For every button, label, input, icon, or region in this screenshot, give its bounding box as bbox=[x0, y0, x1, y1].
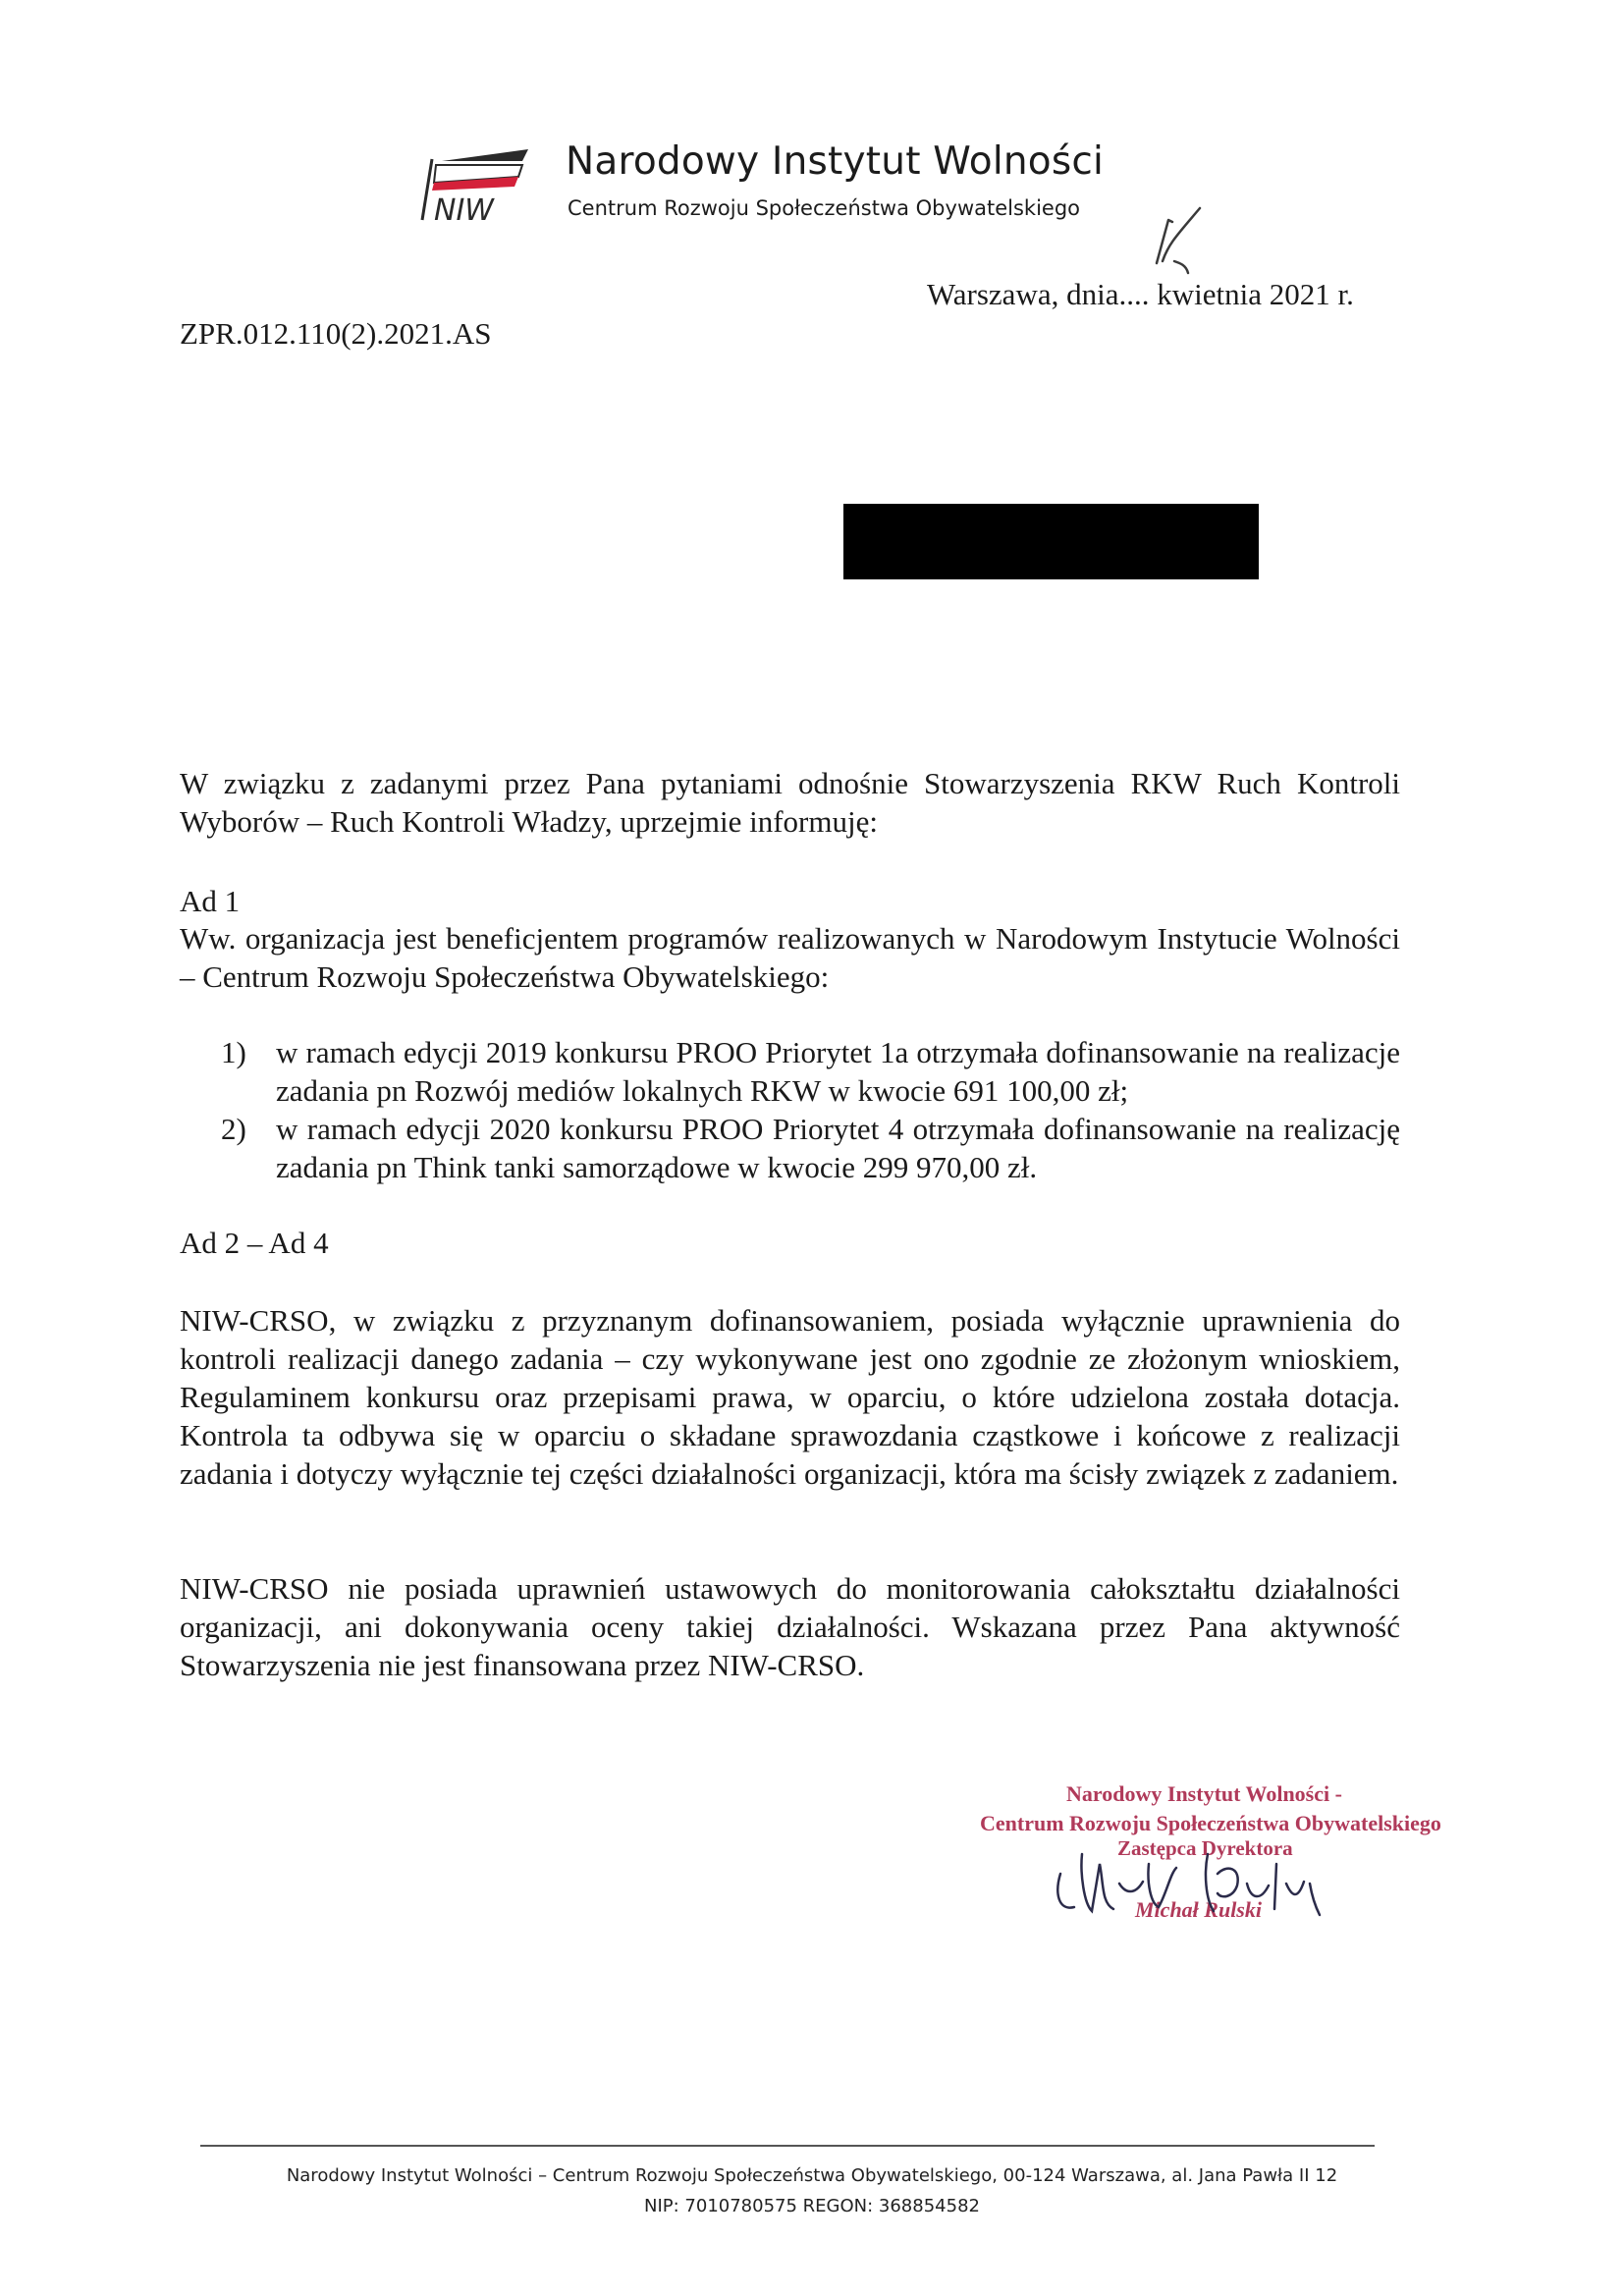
list-number: 1) bbox=[221, 1035, 246, 1069]
handwritten-signature bbox=[1041, 1834, 1335, 1923]
footer-tax-ids: NIP: 7010780575 REGON: 368854582 bbox=[644, 2196, 980, 2216]
stamp-name: Michał Rulski bbox=[1135, 1897, 1262, 1922]
reference-number: ZPR.012.110(2).2021.AS bbox=[180, 316, 492, 351]
monitor-paragraph: NIW-CRSO nie posiada uprawnień ustawowych do monitorowania całokształtu działalności organizacji, ani dokonywania oceny takiej działalności. Wskazana przez Pana aktywność Stowarzyszenia nie jest finansowana przez NIW-CRSO. bbox=[180, 1571, 1400, 1682]
list-text: w ramach edycji 2020 konkursu PROO Priorytet 4 otrzymała dofinansowanie na realizację zadania pn Think tanki samorządowe w kwocie 299 970,00 zł. bbox=[276, 1112, 1400, 1184]
list-number: 2) bbox=[221, 1112, 246, 1146]
control-paragraph: NIW-CRSO, w związku z przyznanym dofinansowaniem, posiada wyłącznie uprawnienia do kontroli realizacji danego zadania – czy wykonywane jest ono zgodnie ze złożonym wnioskiem, Regulaminem konkursu oraz przepisami prawa, w oparciu, o które udzielona została dotacja. Kontrola ta odbywa się w oparciu o składane sprawozdania cząstkowe i końcowe z realizacji zadania i dotyczy wyłącznie tej części działalności organizacji, która ma ścisły związek z zadaniem. bbox=[180, 1303, 1400, 1491]
intro-paragraph: W związku z zadanymi przez Pana pytaniami odnośnie Stowarzyszenia RKW Ruch Kontroli Wyborów – Ruch Kontroli Władzy, uprzejmie informuję: bbox=[180, 766, 1400, 839]
list-text: w ramach edycji 2019 konkursu PROO Priorytet 1a otrzymała dofinansowanie na realizacje zadania pn Rozwój mediów lokalnych RKW w kwocie 691 100,00 zł; bbox=[276, 1035, 1400, 1108]
redacted-recipient bbox=[843, 504, 1259, 579]
stamp-line-2: Centrum Rozwoju Społeczeństwa Obywatelskiego bbox=[980, 1811, 1441, 1835]
date-suffix: .... kwietnia 2021 r. bbox=[1118, 277, 1354, 311]
org-name: Narodowy Instytut Wolności bbox=[566, 139, 1105, 184]
niw-logo-icon bbox=[420, 147, 538, 226]
org-subtitle: Centrum Rozwoju Społeczeństwa Obywatelskiego bbox=[568, 196, 1081, 220]
logo-text: NIW bbox=[434, 193, 494, 226]
handwritten-day bbox=[1129, 204, 1208, 288]
ad1-heading: Ad 1 bbox=[180, 884, 241, 918]
date-prefix: Warszawa, dnia bbox=[927, 277, 1119, 311]
ad2-heading: Ad 2 – Ad 4 bbox=[180, 1226, 329, 1260]
footer-address: Narodowy Instytut Wolności – Centrum Rozwoju Społeczeństwa Obywatelskiego, 00-124 Warszawa, al. Jana Pawła II 12 bbox=[286, 2165, 1338, 2186]
stamp-line-3: Zastępca Dyrektora bbox=[1117, 1836, 1293, 1860]
footer-divider bbox=[200, 2145, 1375, 2147]
ad1-paragraph: Ww. organizacja jest beneficjentem programów realizowanych w Narodowym Instytucie Wolności – Centrum Rozwoju Społeczeństwa Obywatelskiego: bbox=[180, 921, 1400, 994]
stamp-line-1: Narodowy Instytut Wolności - bbox=[1066, 1781, 1342, 1806]
